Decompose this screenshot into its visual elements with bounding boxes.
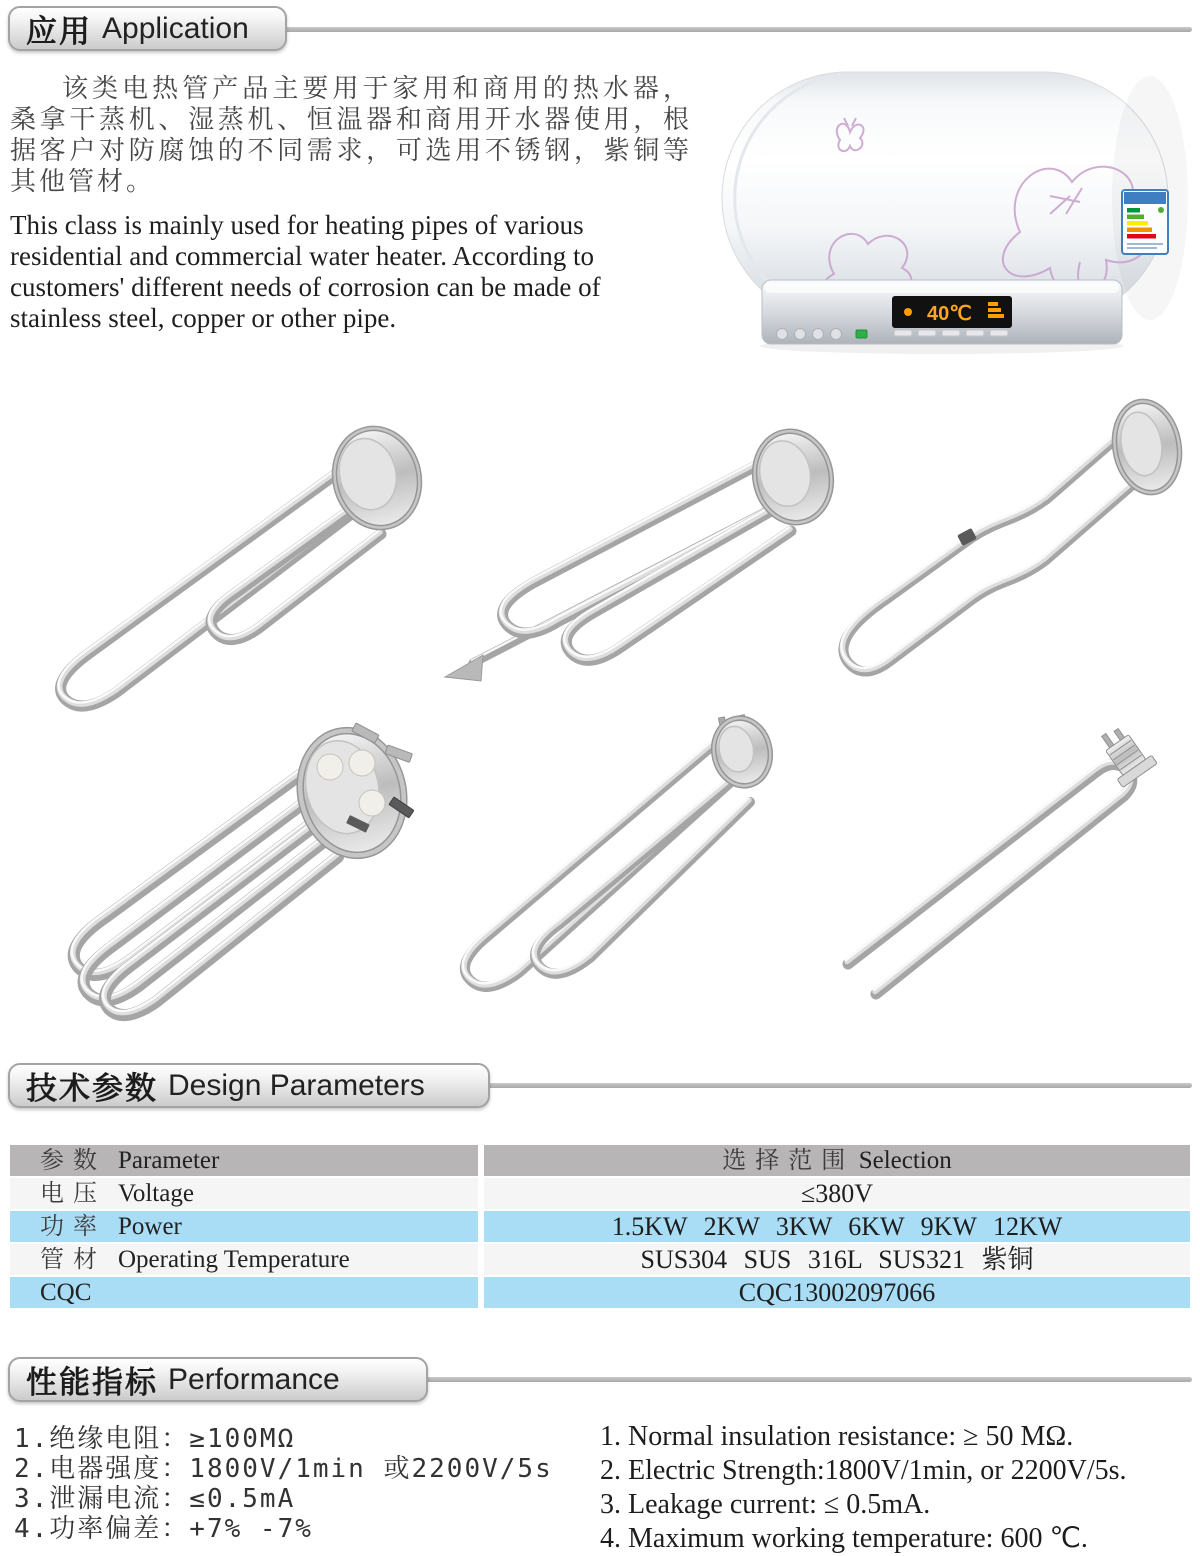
- heating-element-image-1: [5, 412, 425, 722]
- cqc-label: CQC: [40, 1279, 92, 1306]
- performance-item: 3.泄漏电流：≤0.5mA: [14, 1484, 296, 1514]
- table-header-row: [10, 1145, 1190, 1176]
- performance-divider-line: [424, 1377, 1192, 1382]
- heating-element-image-2: [425, 415, 845, 705]
- table-row-power: [10, 1211, 1190, 1242]
- performance-section-header: [8, 1357, 428, 1402]
- power-label-en: Power: [118, 1213, 182, 1240]
- heating-element-image-6: [800, 712, 1190, 1012]
- header-parameter-zh: 参数: [40, 1146, 106, 1174]
- header-selection-cell: [484, 1145, 1190, 1176]
- performance-item: 1. Normal insulation resistance: ≥ 50 MΩ.: [600, 1421, 1074, 1452]
- performance-title-en: Performance: [168, 1362, 340, 1396]
- header-selection-en: Selection: [858, 1147, 952, 1174]
- header-parameter-en: Parameter: [118, 1147, 220, 1174]
- application-paragraph-zh: 该类电热管产品主要用于家用和商用的热水器，桑拿干蒸机、湿蒸机、恒温器和商用开水器使用，根据客户对防腐蚀的不同需求，可选用不锈钢，紫铜等其他管材。: [10, 74, 692, 197]
- performance-item: 4. Maximum working temperature: 600 ℃.: [600, 1523, 1088, 1554]
- design-section-header: [8, 1063, 490, 1108]
- table-row-voltage: [10, 1178, 1190, 1209]
- application-divider-line: [280, 27, 1192, 32]
- voltage-label-zh: 电压: [40, 1179, 106, 1207]
- application-title-en: Application: [102, 11, 249, 45]
- energy-efficiency-label: [1122, 190, 1168, 254]
- heating-element-image-3: [795, 393, 1195, 693]
- threaded-fitting: [1092, 719, 1157, 787]
- heating-element-image-5: [412, 706, 792, 1006]
- design-divider-line: [486, 1083, 1192, 1088]
- cqc-value: CQC13002097066: [484, 1277, 1190, 1308]
- design-title-en: Design Parameters: [168, 1068, 425, 1102]
- performance-item: 2.电器强度：1800V/1min 或2200V/5s: [14, 1454, 553, 1484]
- voltage-label-en: Voltage: [118, 1180, 194, 1207]
- material-label-zh: 管材: [40, 1245, 106, 1273]
- material-value: SUS304 SUS 316L SUS321 紫铜: [484, 1244, 1190, 1275]
- performance-list-zh: [14, 1424, 574, 1544]
- power-indicator-led: [856, 330, 867, 338]
- water-heater-image: [698, 64, 1192, 360]
- parameters-table: [10, 1145, 1190, 1310]
- application-paragraph-en: This class is mainly used for heating pipes of various residential and commercial water heater. According to customers' different needs of corrosion can be made of stainless steel, copper or other pipe.: [10, 210, 601, 333]
- header-parameter-cell: [10, 1145, 478, 1176]
- power-value: 1.5KW 2KW 3KW 6KW 9KW 12KW: [484, 1211, 1190, 1242]
- power-label-zh: 功率: [40, 1212, 106, 1240]
- control-panel: [760, 280, 1124, 354]
- table-row-material: [10, 1244, 1190, 1275]
- design-title-zh: 技术参数: [26, 1071, 158, 1106]
- performance-title-zh: 性能指标: [26, 1365, 158, 1400]
- header-selection-zh: 选择范围: [722, 1146, 855, 1174]
- heating-element-image-4: [10, 705, 450, 1035]
- display-temperature-value: 40℃: [927, 303, 972, 325]
- performance-list-en: [600, 1420, 1200, 1556]
- voltage-value: ≤380V: [484, 1178, 1190, 1209]
- application-section-header: [8, 6, 287, 51]
- performance-item: 3. Leakage current: ≤ 0.5mA.: [600, 1489, 931, 1520]
- performance-item: 1.绝缘电阻：≥100MΩ: [14, 1424, 296, 1454]
- material-label-en: Operating Temperature: [118, 1246, 350, 1273]
- table-row-cqc: [10, 1277, 1190, 1308]
- performance-item: 4.功率偏差：+7% -7%: [14, 1514, 313, 1544]
- performance-item: 2. Electric Strength:1800V/1min, or 2200V/5s.: [600, 1455, 1127, 1486]
- application-title-zh: 应用: [26, 14, 92, 49]
